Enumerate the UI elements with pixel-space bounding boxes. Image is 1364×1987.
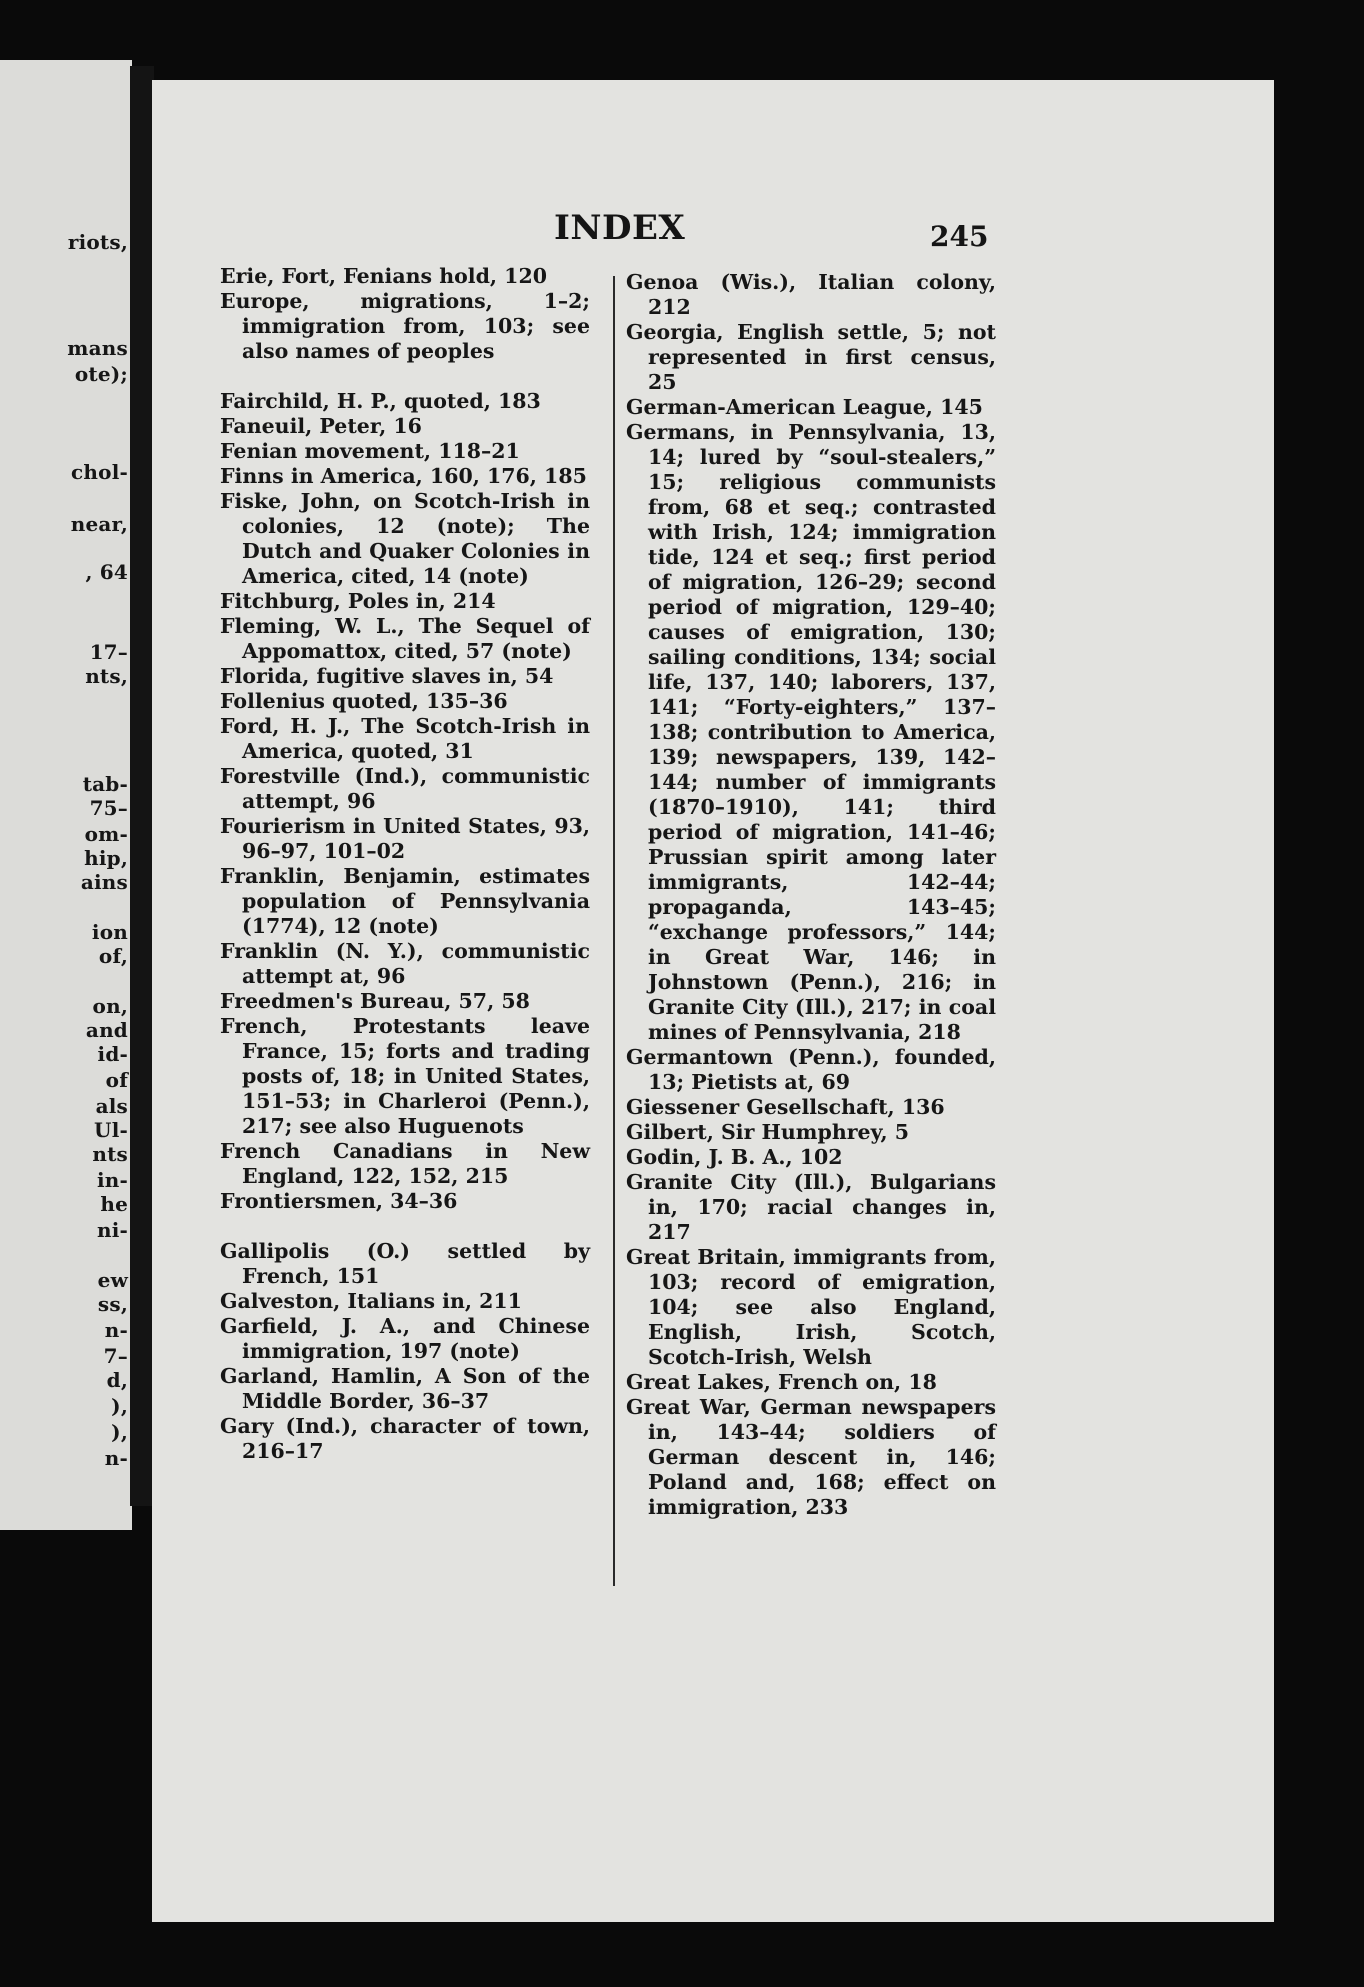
facing-page-fragment: chol- [71, 460, 128, 484]
facing-page-fragment: Ul- [94, 1118, 128, 1142]
index-entry: Fenian movement, 118–21 [220, 439, 520, 463]
index-entry: Forestville (Ind.), communistic attempt, 96 [220, 764, 590, 813]
index-entry: Follenius quoted, 135–36 [220, 689, 508, 713]
facing-page-fragment: ew [97, 1268, 128, 1292]
index-entry: Faneuil, Peter, 16 [220, 414, 422, 438]
page-number: 245 [930, 220, 989, 253]
index-entry: German-American League, 145 [626, 395, 983, 419]
index-entry: Fiske, John, on Scotch-Irish in colonies, 12 (note); The Dutch and Quaker Colonies in America, cited, 14 (note) [220, 489, 590, 588]
facing-page-fragment: als [95, 1094, 128, 1118]
index-entry: Garland, Hamlin, A Son of the Middle Border, 36–37 [220, 1364, 590, 1413]
facing-page-fragment: of, [98, 944, 128, 968]
index-entry: Great Lakes, French on, 18 [626, 1370, 937, 1394]
facing-page-fragment: om- [84, 822, 128, 846]
index-entry: Garfield, J. A., and Chinese immigration, 197 (note) [220, 1314, 590, 1363]
index-entry: Gallipolis (O.) settled by French, 151 [220, 1239, 590, 1288]
index-entry: Galveston, Italians in, 211 [220, 1289, 522, 1313]
book-gutter [130, 66, 154, 1506]
facing-page-fragment: and [85, 1018, 128, 1042]
facing-page-fragment: d, [106, 1368, 128, 1392]
index-column-right [626, 270, 996, 1520]
index-entry: Europe, migrations, 1–2; immigration from, 103; see also names of peoples [220, 289, 590, 363]
facing-page-fragment: ni- [96, 1218, 128, 1242]
index-entry: Fairchild, H. P., quoted, 183 [220, 389, 541, 413]
index-entry: Great War, German newspapers in, 143–44; soldiers of German descent in, 146; Poland and, 168; effect on immigration, 233 [626, 1395, 996, 1519]
index-column-left [220, 264, 590, 1464]
index-entry: French, Protestants leave France, 15; forts and trading posts of, 18; in United States, 151–53; in Charleroi (Penn.), 217; see also Huguenots [220, 1014, 590, 1138]
facing-page-fragment: ), [111, 1420, 128, 1444]
index-entry: Florida, fugitive slaves in, 54 [220, 664, 554, 688]
facing-page-fragment: ), [111, 1394, 128, 1418]
facing-page-fragment: in- [96, 1168, 128, 1192]
facing-page-fragment: ss, [97, 1292, 128, 1316]
facing-page-fragment: n- [104, 1446, 128, 1470]
index-page [152, 80, 1274, 1922]
index-entry: Finns in America, 160, 176, 185 [220, 464, 587, 488]
facing-page-fragment: n- [104, 1318, 128, 1342]
index-entry: Franklin, Benjamin, estimates population of Pennsylvania (1774), 12 (note) [220, 864, 590, 938]
facing-page-fragment: on, [92, 994, 128, 1018]
index-entry: French Canadians in New England, 122, 152, 215 [220, 1139, 590, 1188]
facing-page-fragment: 7– [103, 1344, 128, 1368]
facing-page-fragment: nts [92, 1142, 128, 1166]
index-entry: Great Britain, immigrants from, 103; record of emigration, 104; see also England, English, Irish, Scotch, Scotch-Irish, Welsh [626, 1245, 996, 1369]
index-entry: Germans, in Pennsylvania, 13, 14; lured by “soul-stealers,” 15; religious communists from, 68 et seq.; contrasted with Irish, 124; immigration tide, 124 et seq.; first period of migration, 126–29; second period of migration, 129–40; causes of emigration, 130; sailing conditions, 134; social life, 137, 140; laborers, 137, 141; “Forty-eighters,” 137–138; contribution to America, 139; newspapers, 139, 142–144; number of immigrants (1870–1910), 141; third period of migration, 141–46; Prussian spirit among later immigrants, 142–44; propaganda, 143–45; “exchange professors,” 144; in Great War, 146; in Johnstown (Penn.), 216; in Granite City (Ill.), 217; in coal mines of Pennsylvania, 218 [626, 420, 996, 1044]
facing-page-fragment: riots, [67, 230, 128, 254]
index-entry: Giessener Gesellschaft, 136 [626, 1095, 945, 1119]
facing-page-fragment: near, [70, 512, 128, 536]
facing-page-fragment: 17– [89, 640, 128, 664]
index-entry: Genoa (Wis.), Italian colony, 212 [626, 270, 996, 319]
facing-page-fragment: , 64 [85, 560, 128, 584]
facing-page-fragment: ains [80, 870, 128, 894]
index-entry: Germantown (Penn.), founded, 13; Pietists at, 69 [626, 1045, 996, 1094]
index-entry: Fourierism in United States, 93, 96–97, 101–02 [220, 814, 590, 863]
facing-page-fragment: of [105, 1068, 128, 1092]
index-entry: Fleming, W. L., The Sequel of Appomattox, cited, 57 (note) [220, 614, 590, 663]
index-entry: Frontiersmen, 34–36 [220, 1189, 458, 1213]
index-entry: Freedmen's Bureau, 57, 58 [220, 989, 530, 1013]
facing-page-fragment: he [100, 1192, 128, 1216]
facing-page-fragment: mans [67, 336, 128, 360]
facing-page-fragment: nts, [85, 664, 128, 688]
facing-page-fragment: ote); [74, 362, 128, 386]
index-entry: Gary (Ind.), character of town, 216–17 [220, 1414, 590, 1463]
index-entry: Georgia, English settle, 5; not represented in first census, 25 [626, 320, 996, 394]
index-entry: Godin, J. B. A., 102 [626, 1145, 843, 1169]
facing-page-edge [0, 60, 132, 1530]
facing-page-fragment: id- [97, 1042, 128, 1066]
index-entry: Gilbert, Sir Humphrey, 5 [626, 1120, 910, 1144]
index-entry: Franklin (N. Y.), communistic attempt at, 96 [220, 939, 590, 988]
facing-page-fragment: hip, [84, 846, 128, 870]
index-entry: Ford, H. J., The Scotch-Irish in America, quoted, 31 [220, 714, 590, 763]
facing-page-fragment: tab- [82, 772, 128, 796]
facing-page-fragment: 75– [89, 796, 128, 820]
index-entry: Erie, Fort, Fenians hold, 120 [220, 264, 547, 288]
page-title: INDEX [554, 208, 686, 248]
index-entry: Granite City (Ill.), Bulgarians in, 170; racial changes in, 217 [626, 1170, 996, 1244]
column-divider [613, 276, 615, 1586]
facing-page-fragment: ion [91, 920, 128, 944]
index-entry: Fitchburg, Poles in, 214 [220, 589, 496, 613]
